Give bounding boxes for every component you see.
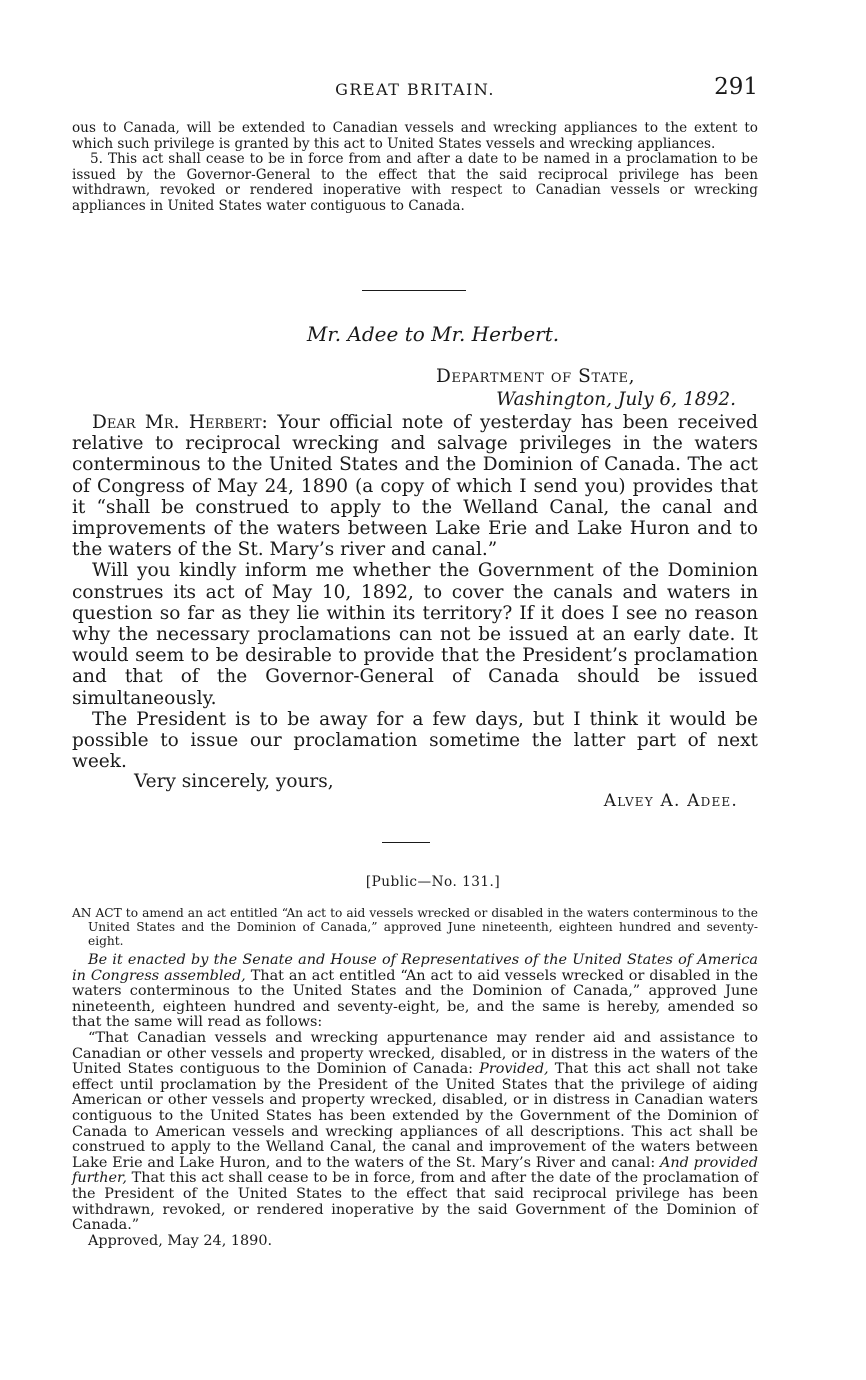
- act-title: [72, 906, 758, 949]
- running-title: GREAT BRITAIN.: [335, 80, 495, 99]
- act-enacting-clause: [72, 953, 758, 1031]
- act-quoted-text: [72, 1031, 758, 1234]
- section-divider-2: [382, 842, 430, 843]
- letter-place-date: Washington, July 6, 1892.: [496, 389, 736, 410]
- act-approved: Approved, May 24, 1890.: [88, 1232, 273, 1249]
- letter-signature: Alvey A. Adee.: [603, 791, 738, 811]
- enacting-italic: Be it enacted by the Senate and House of Representatives of the United States of America in Congress assembled,: [72, 952, 758, 984]
- letter-paragraph-3: The President is to be away for a few days, but I think it would be possible to issue our proclamation sometime the latter part of next week.: [72, 708, 758, 773]
- letter-body: [72, 412, 758, 772]
- continued-text: [72, 121, 758, 214]
- enacting-rest: That an act entitled “An act to aid vessels wrecked or disabled in the waters conterminous to the United States and the Dominion of Canada,” approved June nineteenth, eighteen hundred and seventy-eight, be, and the same is hereby, amended so that the same will read as follows:: [72, 967, 758, 1031]
- continued-paragraph: ous to Canada, will be extended to Canadian vessels and wrecking appliances to the extent to which such privilege is granted by this act to United States vessels and wrecking appliances.: [72, 120, 758, 152]
- letter-department: Department of State,: [436, 366, 636, 387]
- page-number: 291: [714, 74, 758, 100]
- running-head: [72, 74, 758, 104]
- letter-paragraph-1-text: Your official note of yesterday has been received relative to reciprocal wrecking and salvage privileges in the waters conterminous to the United States and the Dominion of Canada. The act of Congress of May 24, 1890 (a copy of which I send you) provides that it “shall be construed to apply to the Welland Canal, the canal and improvements of the waters between Lake Erie and Lake Huron and to the waters of the St. Mary’s river and canal.”: [72, 412, 758, 561]
- quote-provided: Provided,: [479, 1061, 549, 1078]
- act-title-text: AN ACT to amend an act entitled “An act to aid vessels wrecked or disabled in the waters conterminous to the United States and the Dominion of Canada,” approved June nineteenth, eighteen hundred and seventy-eight.: [72, 906, 758, 949]
- act-body: [72, 953, 758, 1249]
- section-divider: [362, 290, 466, 291]
- quote-part-3: That this act shall cease to be in force, from and after the date of the proclamation of the President of the United States to the effect that said reciprocal privilege has been withdrawn, revoked, or rendered inoperative by the said Government of the Dominion of Canada.”: [72, 1170, 758, 1234]
- quote-provided-further: And provided further,: [72, 1154, 758, 1187]
- section-5-paragraph: 5. This act shall cease to be in force from and after a date to be named in a proclamation to be issued by the Governor-General to the effect that the said reciprocal privilege has been withdrawn, revoked or rendered inoperative with respect to Canadian vessels or wrecking appliances in United States water contiguous to Canada.: [72, 151, 758, 214]
- letter-closing: Very sincerely, yours,: [134, 771, 334, 792]
- letter-heading: Mr. Adee to Mr. Herbert.: [306, 322, 560, 346]
- letter-paragraph-1: [72, 412, 758, 560]
- quote-part-2: That this act shall not take effect until proclamation by the President of the United States that the privilege of aiding American or other vessels and property wrecked, disabled, or in distress in Canadian waters contiguous to the United States has been extended by the Government of the Dominion of Canada to American vessels and wrecking appliances of all descriptions. This act shall be construed to apply to the Welland Canal, the canal and improvement of the waters between Lake Erie and Lake Huron, and to the waters of the St. Mary’s River and canal:: [72, 1061, 758, 1171]
- letter-paragraph-2: Will you kindly inform me whether the Government of the Dominion construes its act of May 10, 1892, to cover the canals and waters in question so far as they lie within its territory? If it does I see no reason why the necessary proclamations can not be issued at an early date. It would seem to be desirable to provide that the President’s proclamation and that of the Governor-General of Canada should be issued simultaneously.: [72, 560, 758, 709]
- quote-part-1: “That Canadian vessels and wrecking appurtenance may render aid and assistance to Canadian or other vessels and property wrecked, disabled, or in distress in the waters of the United States contiguous to the Dominion of Canada:: [72, 1029, 758, 1078]
- letter-salutation: Dear Mr. Herbert:: [92, 412, 268, 433]
- public-law-label: [Public—No. 131.]: [365, 874, 501, 890]
